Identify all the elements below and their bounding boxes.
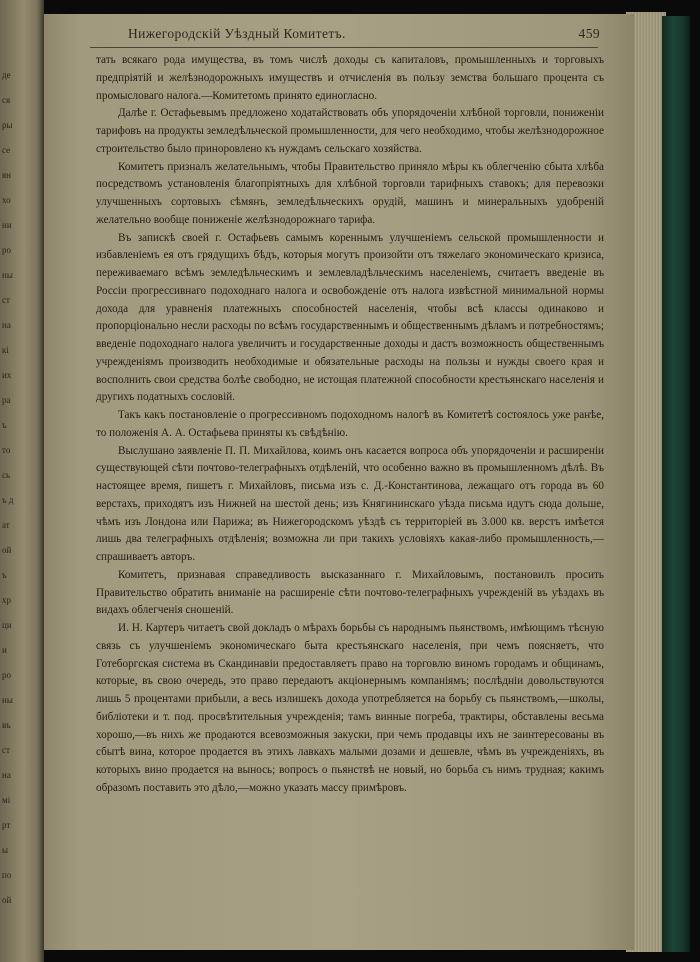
left-page-fragment: ян <box>2 170 11 180</box>
left-page-fragment: хо <box>2 195 11 205</box>
left-page-fragment: ци <box>2 620 12 630</box>
paragraph: Далѣе г. Остафьевымъ предложено ходатайствовать объ упорядоченіи хлѣбной торговли, пониженіи тарифовъ на продукты земледѣльческой промышленности, для чего необходимо, чтобы желѣзнодорожное строительство было приноровлено къ нуждамъ сельскаго хозяйства. <box>96 107 604 155</box>
left-page-fragment: ны <box>2 695 13 705</box>
left-page-fragment: на <box>2 320 11 330</box>
left-page-fragment: ра <box>2 395 11 405</box>
left-page-fragment: по <box>2 870 12 880</box>
left-page-fragment: ъ <box>2 420 7 430</box>
left-page-fragment: ъ д <box>2 495 14 505</box>
paragraph: Комитетъ призналъ желательнымъ, чтобы Правительство приняло мѣры къ облегченію сбыта хлѣба посредствомъ установленія благопріятныхъ для хлѣбной торговли тарифныхъ ставокъ; для перевозки улучшенныхъ сортовыхъ сѣмянъ, земледѣльческихъ орудій, машинъ и минеральныхъ удобреній желательно вообще пониженіе желѣзнодорожнаго тарифа. <box>96 160 604 226</box>
left-page-fragment: ы <box>2 845 9 855</box>
page-number: 459 <box>578 26 600 41</box>
header-rule <box>90 47 598 48</box>
left-page-fragment: кі <box>2 345 9 355</box>
left-page-fragment: сь <box>2 470 11 480</box>
paragraph: Въ запискѣ своей г. Остафьевъ самымъ кореннымъ улучшеніемъ сельской промышленности и избавленіемъ ея отъ грядущихъ бѣдъ, которыя могутъ произойти отъ тяжелаго экономическаго кризиса, переживаемаго всѣмъ земледѣльческимъ и землевладѣльческимъ населеніемъ, считаетъ введеніе въ Россіи прогрессивнаго подоходнаго налога и освобожденіе отъ налога извѣстной минимальной нормы дохода для уравненія платежныхъ способностей населенія, чтобы всѣ классы одинаково и пропорціонально несли расходы по всѣмъ государственнымъ и общественнымъ дѣламъ и потребностямъ; введеніе подоходнаго налога увеличитъ и государственные доходы и дастъ возможность общественнымъ учрежденіямъ производить необходимые и обязательные расходы на пользы и нужды своего края и восполнить свои средства болѣе свободно, не истощая платежной способности крестьянскаго населенія и другихъ податныхъ сословій. <box>96 231 604 404</box>
left-page-fragment: мі <box>2 795 11 805</box>
left-page-fragment: ой <box>2 545 12 555</box>
left-page-fragment: ны <box>2 270 13 280</box>
left-page-fragment: на <box>2 770 11 780</box>
left-page-edge <box>0 0 44 962</box>
left-page-fragment: ни <box>2 220 12 230</box>
paragraph: И. Н. Картеръ читаетъ свой докладъ о мѣрахъ борьбы съ народнымъ пьянствомъ, имѣющимъ тѣсную связь съ улучшеніемъ экономическаго быта крестьянскаго населенія, при чемъ поясняетъ, что Готеборгская система въ Скандинавіи предоставляетъ право на торговлю виномъ городамъ и общинамъ, которые, въ свою очередь, это право передаютъ акціонернымъ компаніямъ; послѣдніи довольствуются лишь 5 процентами прибыли, а весь излишекъ дохода употребляется на борьбу съ пьянствомъ,—школы, библіотеки и т. под. просвѣтительныя учрежденія; тамъ винные погреба, трактиры, обставлены весьма хорошо,—въ нихъ же продаются всевозможныя закуски, при чемъ продавцы ихъ не заинтересованы въ сбытѣ вина, которое продается въ этихъ лавкахъ малыми дозами и дешевле, чѣмъ въ учрежденіяхъ, въ которыхъ вино продается на вынось; вопросъ о пьянствѣ не новый, но борьба съ нимъ трудная; какимъ образомъ поставить это дѣло,—можно указать массу примѣровъ. <box>96 622 604 794</box>
left-page-fragment: и <box>2 645 7 655</box>
left-page-fragment: ст <box>2 295 10 305</box>
left-page-fragment: их <box>2 370 12 380</box>
page-text <box>96 52 604 798</box>
left-page-fragment: ъ <box>2 570 7 580</box>
paragraph: тать всякаго рода имущества, въ томъ числѣ доходы съ капиталовъ, промышленныхъ и торговыхъ предпріятій и желѣзнодорожныхъ имуществъ и отчисленія въ пользу земства большаго процента съ промысловаго налога.—Комитетомъ принято единогласно. <box>96 54 604 102</box>
left-page-fragment: въ <box>2 720 11 730</box>
left-page-fragment: ро <box>2 670 11 680</box>
book-cover <box>662 16 690 952</box>
paragraph: Выслушано заявленіе П. П. Михайлова, коимъ онъ касается вопроса объ упорядоченіи и расширеніи существующей сѣти почтово-телеграфныхъ отдѣленій, что особенно важно въ промышленномъ дѣлѣ. Въ настоящее время, пишетъ г. Михайловъ, письма изъ с. Д.-Константинова, лежащаго отъ города въ 60 верстахъ, приходятъ изъ Нижней на шестой день; изъ Княгининскаго уѣзда письма идутъ сюда дольше, чѣмъ изъ Лондона или Парижа; въ Нижегородскомъ уѣздѣ съ территоріей въ 3.000 кв. верстъ имѣется лишь два телеграфныхъ отдѣленія; возможна ли при такихъ условіяхъ какая-либо промышленность,—спрашиваетъ авторъ. <box>96 444 604 563</box>
left-page-fragment: рт <box>2 820 11 830</box>
paragraph: Такъ какъ постановленіе о прогрессивномъ подоходномъ налогѣ въ Комитетѣ состоялось уже ранѣе, то положенія А. А. Остафьева приняты къ свѣдѣнію. <box>96 409 604 439</box>
left-page-fragment: то <box>2 445 11 455</box>
left-page-fragment: ры <box>2 120 13 130</box>
left-page-fragment: хр <box>2 595 11 605</box>
running-header <box>90 26 600 46</box>
running-title: Нижегородскій Уѣздный Комитетъ. <box>128 26 346 41</box>
left-page-fragment: ат <box>2 520 10 530</box>
left-page-fragment: ой <box>2 895 12 905</box>
left-page-fragment: ся <box>2 95 11 105</box>
left-page-fragment: се <box>2 145 11 155</box>
left-page-fragment: де <box>2 70 11 80</box>
left-page-fragment: ст <box>2 745 10 755</box>
paragraph: Комитетъ, признавая справедливость высказаннаго г. Михайловымъ, постановилъ просить Правительство обратить вниманіе на расширеніе сѣти почтово-телеграфныхъ учрежденій въ уѣздахъ въ видахъ облегченія сношеній. <box>96 568 604 617</box>
left-page-fragment: ро <box>2 245 11 255</box>
